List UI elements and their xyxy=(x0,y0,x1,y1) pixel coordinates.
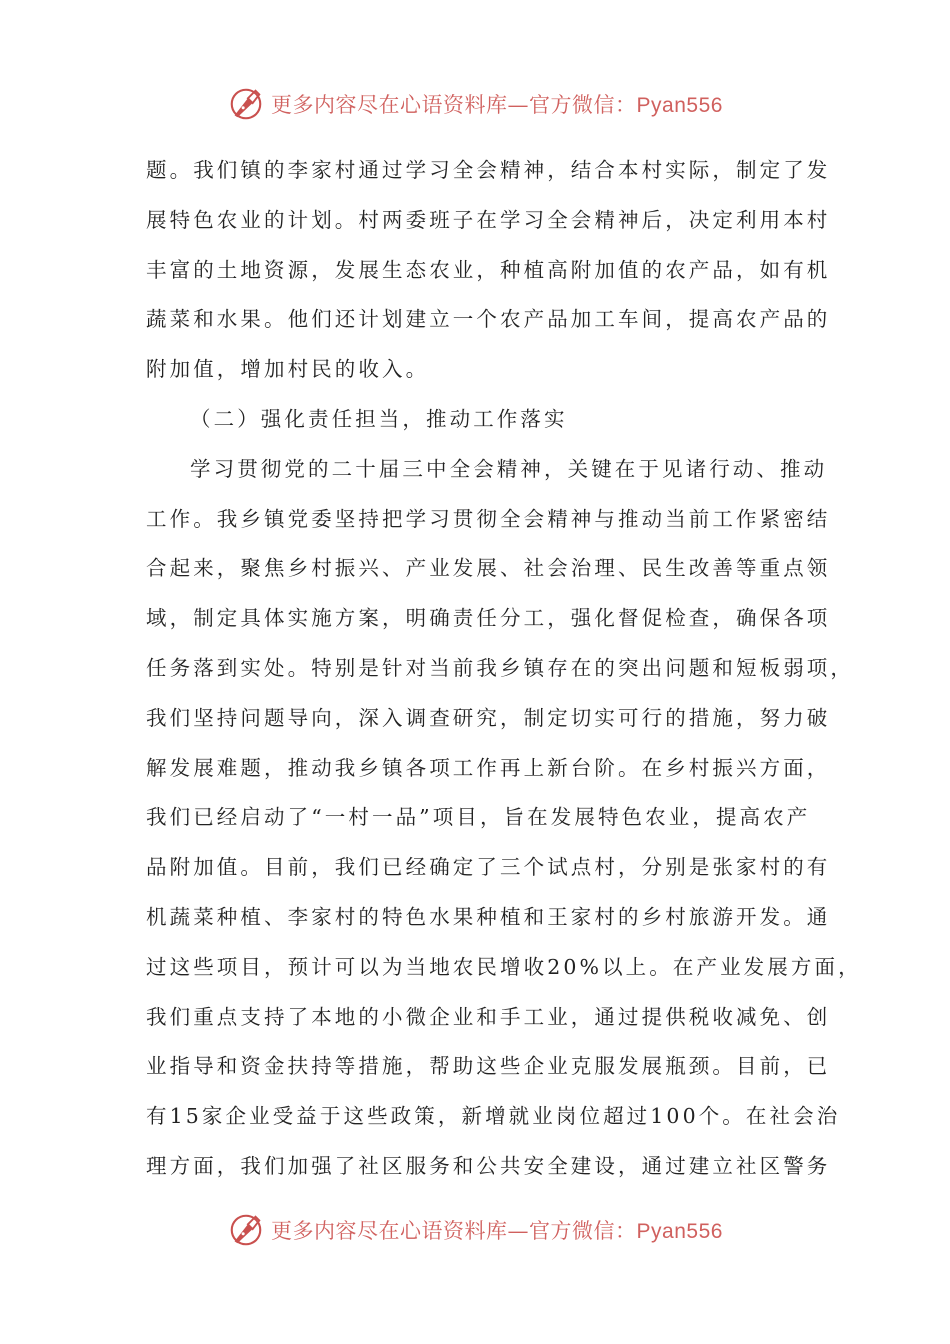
banner-site-name: 更多内容尽在心语资料库 xyxy=(271,1219,508,1243)
text-line: 域，制定具体实施方案，明确责任分工，强化督促检查，确保各项 xyxy=(146,606,831,631)
text-line: 解发展难题，推动我乡镇各项工作再上新台阶。在乡村振兴方面， xyxy=(146,755,831,780)
footer-banner xyxy=(0,1210,950,1250)
banner-wechat-label: 官方微信： xyxy=(529,1219,637,1243)
text-line: 我们已经启动了“一村一品”项目，旨在发展特色农业，提高农产 xyxy=(146,805,811,830)
pen-nib-icon xyxy=(227,1211,265,1249)
banner-text xyxy=(271,89,723,119)
banner-wechat-id: Pyan556 xyxy=(636,1220,723,1243)
text-line: 品附加值。目前，我们已经确定了三个试点村，分别是张家村的有 xyxy=(146,855,831,880)
text-line: 理方面，我们加强了社区服务和公共安全建设，通过建立社区警务 xyxy=(146,1153,831,1178)
text-line: 蔬菜和水果。他们还计划建立一个农产品加工车间，提高农产品的 xyxy=(146,307,831,332)
text-line: 过这些项目，预计可以为当地农民增收20%以上。在产业发展方面， xyxy=(146,954,862,979)
text-line: 展特色农业的计划。村两委班子在学习全会精神后，决定利用本村 xyxy=(146,207,831,232)
pen-nib-icon xyxy=(227,85,265,123)
text-line: 合起来，聚焦乡村振兴、产业发展、社会治理、民生改善等重点领 xyxy=(146,556,831,581)
header-banner xyxy=(0,84,950,124)
text-line: 机蔬菜种植、李家村的特色水果种植和王家村的乡村旅游开发。通 xyxy=(146,904,831,929)
banner-wechat-label: 官方微信： xyxy=(529,93,637,117)
banner-separator: — xyxy=(507,93,530,117)
text-line: 丰富的土地资源，发展生态农业，种植高附加值的农产品，如有机 xyxy=(146,257,831,282)
text-line: 有15家企业受益于这些政策，新增就业岗位超过100个。在社会治 xyxy=(146,1104,841,1129)
banner-wechat-id: Pyan556 xyxy=(636,94,723,117)
text-line: 学习贯彻党的二十届三中全会精神，关键在于见诸行动、推动 xyxy=(190,456,828,481)
banner-site-name: 更多内容尽在心语资料库 xyxy=(271,93,508,117)
text-line: 工作。我乡镇党委坚持把学习贯彻全会精神与推动当前工作紧密结 xyxy=(146,506,831,531)
text-line: 我们重点支持了本地的小微企业和手工业，通过提供税收减免、创 xyxy=(146,1004,831,1029)
text-line: 业指导和资金扶持等措施，帮助这些企业克服发展瓶颈。目前，已 xyxy=(146,1054,831,1079)
banner-separator: — xyxy=(507,1219,530,1243)
body-text xyxy=(146,146,862,1192)
text-line: 任务落到实处。特别是针对当前我乡镇存在的突出问题和短板弱项， xyxy=(146,655,854,680)
text-line: 题。我们镇的李家村通过学习全会精神，结合本村实际，制定了发 xyxy=(146,158,831,182)
banner-text xyxy=(271,1215,723,1245)
section-heading: （二）强化责任担当，推动工作落实 xyxy=(190,406,568,431)
text-line: 我们坚持问题导向，深入调查研究，制定切实可行的措施，努力破 xyxy=(146,705,831,730)
text-line: 附加值，增加村民的收入。 xyxy=(146,357,430,382)
